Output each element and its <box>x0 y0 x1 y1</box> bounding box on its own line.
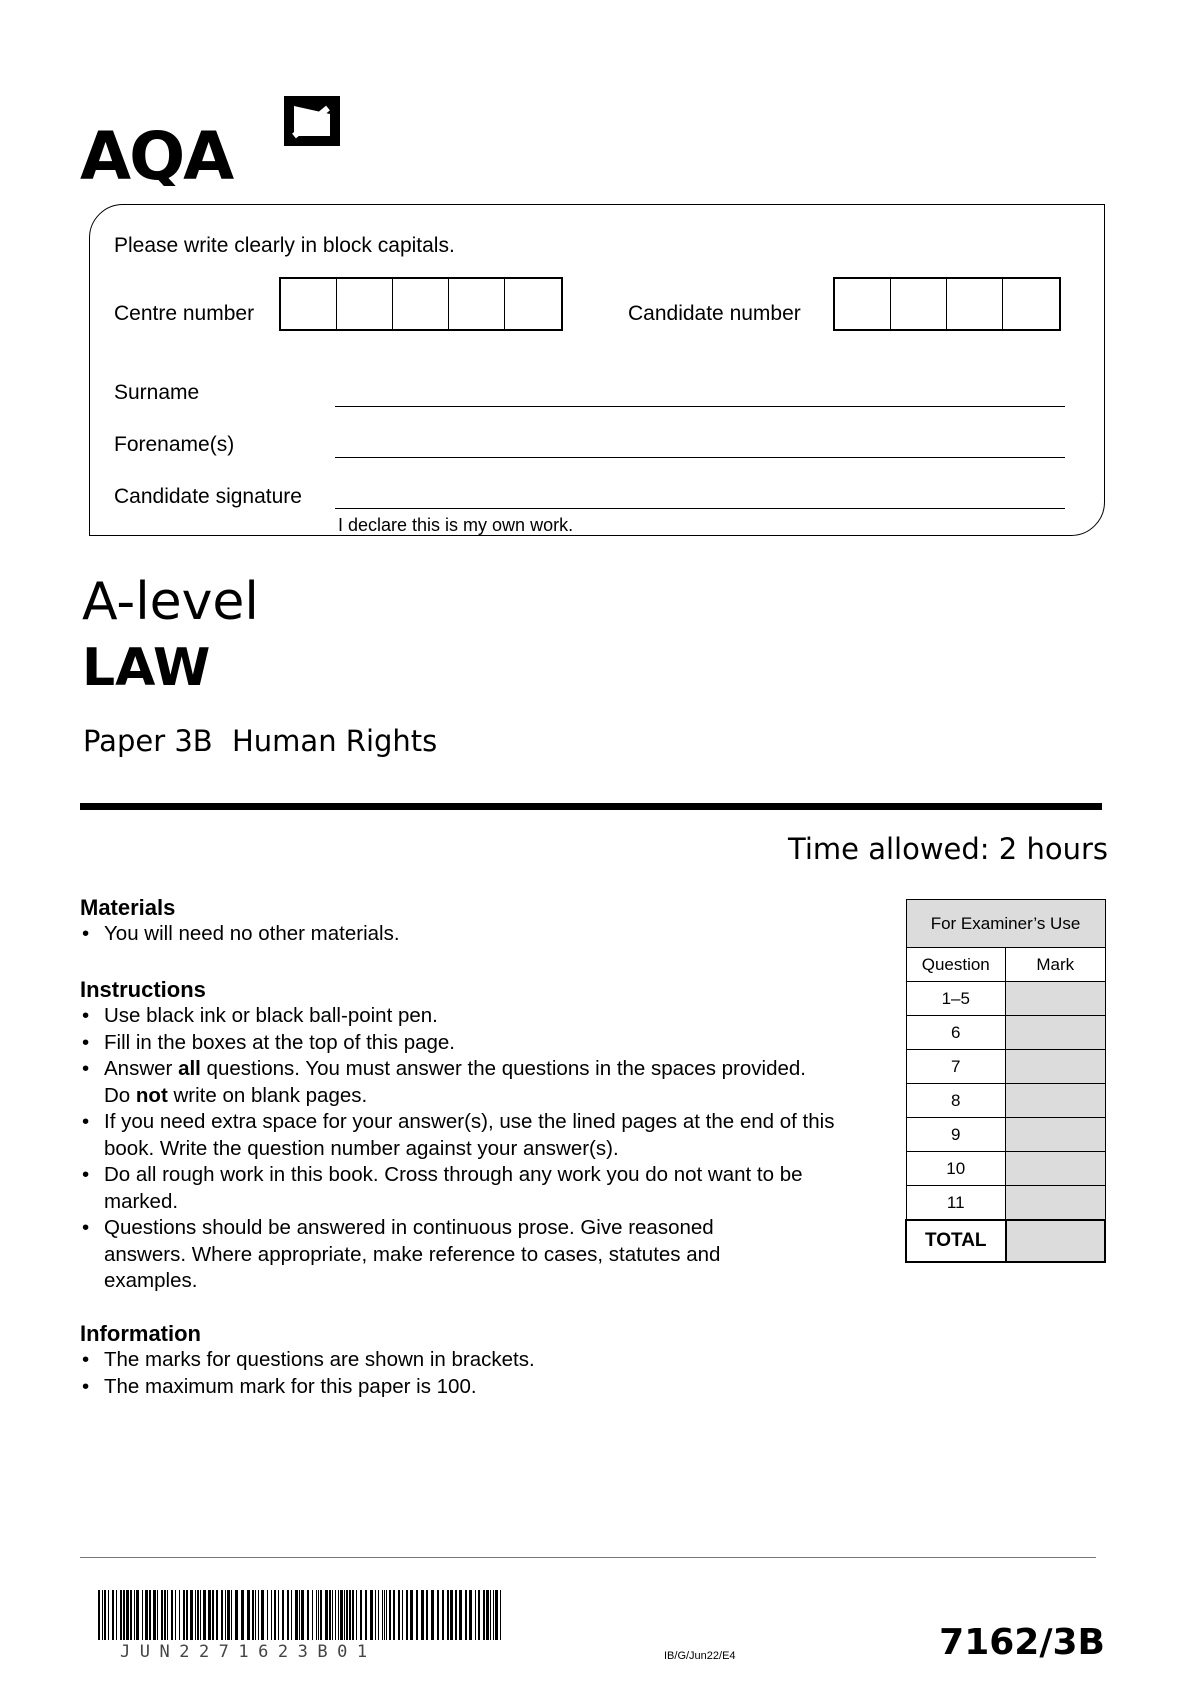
barcode-bar <box>410 1590 413 1640</box>
barcode-bar <box>231 1590 232 1640</box>
mark-cell <box>1006 1118 1106 1152</box>
barcode-bar <box>426 1590 428 1640</box>
barcode-bar <box>346 1590 348 1640</box>
barcode-bar <box>278 1590 279 1640</box>
surname-field[interactable] <box>335 406 1065 407</box>
mark-cell <box>1006 982 1106 1016</box>
mark-cell <box>1006 1152 1106 1186</box>
barcode-bar <box>416 1590 418 1640</box>
question-number: 8 <box>906 1084 1006 1118</box>
list-item: • Use black ink or black ball-point pen. <box>80 1003 870 1030</box>
mark-cell <box>1006 1186 1106 1221</box>
barcode-bar <box>123 1590 125 1640</box>
barcode-bar <box>167 1590 168 1640</box>
barcode-bar <box>126 1590 129 1640</box>
barcode-bar <box>469 1590 472 1640</box>
list-item: • The marks for questions are shown in brackets. <box>80 1347 860 1374</box>
candidate-number-digit[interactable] <box>891 279 947 329</box>
paper-number: Paper 3B <box>83 724 213 758</box>
aqa-logo-icon <box>80 96 340 186</box>
barcode-bar <box>301 1590 304 1640</box>
barcode-bar <box>216 1590 218 1640</box>
barcode-bar <box>227 1590 230 1640</box>
barcode-bar <box>136 1590 139 1640</box>
barcode-bar <box>459 1590 462 1640</box>
barcode-bar <box>212 1590 214 1640</box>
barcode-bar <box>208 1590 211 1640</box>
barcode-bar <box>329 1590 331 1640</box>
barcode-bar <box>134 1590 135 1640</box>
candidate-number-boxes[interactable] <box>833 277 1061 331</box>
qualification-level: A-level <box>82 572 259 632</box>
barcode-bar <box>478 1590 480 1640</box>
barcode-bar <box>267 1590 268 1640</box>
barcode-bar <box>116 1590 117 1640</box>
answer-emphasis: all <box>178 1057 201 1080</box>
barcode-bar <box>241 1590 244 1640</box>
column-header-question: Question <box>906 948 1006 982</box>
barcode-bar <box>486 1590 489 1640</box>
barcode-text: JUN2271623B01 <box>120 1642 377 1662</box>
mark-cell <box>1006 1050 1106 1084</box>
barcode-bar <box>318 1590 319 1640</box>
total-row <box>906 1220 1105 1262</box>
forenames-label: Forename(s) <box>114 433 235 456</box>
barcode-bar <box>490 1590 491 1640</box>
barcode-bar <box>325 1590 328 1640</box>
centre-number-digit[interactable] <box>337 279 393 329</box>
barcode-bar <box>120 1590 122 1640</box>
mark-cell <box>1006 1084 1106 1118</box>
barcode-bar <box>398 1590 400 1640</box>
list-item: • If you need extra space for your answer(s), use the lined pages at the end of this book. Write the question number against your answer(s). <box>80 1109 870 1162</box>
column-header-mark: Mark <box>1006 948 1106 982</box>
materials-section <box>80 895 860 948</box>
barcode-bar <box>335 1590 336 1640</box>
table-row <box>906 1050 1105 1084</box>
table-row <box>906 1016 1105 1050</box>
barcode-bar <box>465 1590 467 1640</box>
barcode-bar <box>360 1590 362 1640</box>
barcode-bar <box>255 1590 256 1640</box>
barcode-bar <box>431 1590 434 1640</box>
barcode-bar <box>200 1590 201 1640</box>
forenames-field[interactable] <box>335 457 1065 458</box>
mark-cell <box>1006 1016 1106 1050</box>
barcode-bar <box>365 1590 367 1640</box>
information-list <box>80 1347 860 1400</box>
barcode-bar <box>149 1590 151 1640</box>
barcode-bar <box>197 1590 199 1640</box>
list-item: • You will need no other materials. <box>80 921 860 948</box>
barcode-bar <box>186 1590 188 1640</box>
barcode-bar <box>225 1590 226 1640</box>
barcode-bar <box>455 1590 457 1640</box>
barcode-bar <box>145 1590 148 1640</box>
total-mark-cell <box>1006 1220 1106 1262</box>
barcode-bar <box>406 1590 408 1640</box>
block-capitals-instruction: Please write clearly in block capitals. <box>114 234 455 257</box>
barcode-bar <box>344 1590 345 1640</box>
barcode-bar <box>402 1590 403 1640</box>
barcode-bar <box>370 1590 373 1640</box>
barcode-bar <box>171 1590 173 1640</box>
barcode-bar <box>349 1590 351 1640</box>
barcode-bar <box>157 1590 158 1640</box>
table-row <box>906 1084 1105 1118</box>
question-number: 11 <box>906 1186 1006 1221</box>
aqa-logo <box>80 96 340 186</box>
barcode-bar <box>183 1590 185 1640</box>
barcode-bar <box>161 1590 163 1640</box>
document-reference: IB/G/Jun22/E4 <box>664 1650 736 1662</box>
answer-text: Answer <box>104 1057 179 1080</box>
list-item: • Fill in the boxes at the top of this page. <box>80 1030 870 1057</box>
question-number: 10 <box>906 1152 1006 1186</box>
answer-text: write on blank pages. <box>167 1083 368 1107</box>
table-row <box>906 1152 1105 1186</box>
barcode-bar <box>375 1590 376 1640</box>
barcode-bar <box>252 1590 254 1640</box>
list-item: • Questions should be answered in continuous prose. Give reasoned answers. Where appropriate, make reference to cases, statutes and examples. <box>80 1215 870 1295</box>
materials-heading: Materials <box>80 895 176 920</box>
barcode-bar <box>271 1590 272 1640</box>
subject-title: LAW <box>82 638 211 698</box>
barcode-bar <box>179 1590 180 1640</box>
barcode-bar <box>108 1590 109 1640</box>
barcode-bar <box>307 1590 309 1640</box>
question-number: 1–5 <box>906 982 1006 1016</box>
barcode-bar <box>282 1590 284 1640</box>
answer-text: questions. You must answer the questions in the spaces provided. Do <box>104 1057 806 1107</box>
declaration-text: I declare this is my own work. <box>338 515 574 535</box>
barcode-bar <box>338 1590 339 1640</box>
barcode-bar <box>437 1590 439 1640</box>
barcode-bar <box>291 1590 292 1640</box>
barcode-bar <box>164 1590 166 1640</box>
candidate-number-label: Candidate number <box>628 302 801 325</box>
barcode-bar <box>98 1590 100 1640</box>
centre-number-digit[interactable] <box>449 279 505 329</box>
footer-rule <box>80 1557 1096 1558</box>
barcode-bar <box>195 1590 196 1640</box>
time-allowed: Time allowed: 2 hours <box>788 832 1108 866</box>
barcode-bar <box>295 1590 298 1640</box>
logo-text: AQA <box>80 118 233 186</box>
question-number: 9 <box>906 1118 1006 1152</box>
barcode-bar <box>299 1590 300 1640</box>
centre-number-digit[interactable] <box>505 279 561 329</box>
list-item: • The maximum mark for this paper is 100. <box>80 1374 860 1401</box>
information-section <box>80 1321 860 1400</box>
candidate-number-digit[interactable] <box>1003 279 1059 329</box>
information-heading: Information <box>80 1321 201 1346</box>
barcode-bar <box>247 1590 250 1640</box>
barcode-bar <box>475 1590 476 1640</box>
table-row <box>906 1186 1105 1221</box>
total-label: TOTAL <box>906 1220 1006 1262</box>
barcode-bar <box>312 1590 313 1640</box>
barcode-bar <box>153 1590 156 1640</box>
barcode-bar <box>287 1590 289 1640</box>
question-number: 6 <box>906 1016 1006 1050</box>
barcode-bar <box>104 1590 106 1640</box>
barcode-bar <box>483 1590 485 1640</box>
centre-number-label: Centre number <box>114 302 255 325</box>
signature-field[interactable] <box>335 508 1065 509</box>
barcode-bar <box>447 1590 449 1640</box>
barcode-bar <box>175 1590 176 1640</box>
barcode-bar <box>221 1590 223 1640</box>
barcode-bar <box>320 1590 322 1640</box>
barcode-bar <box>356 1590 357 1640</box>
examiner-use-table <box>905 899 1106 1263</box>
table-row <box>906 1118 1105 1152</box>
barcode-bar <box>190 1590 193 1640</box>
table-row <box>906 982 1105 1016</box>
question-number: 7 <box>906 1050 1006 1084</box>
barcode-bar <box>102 1590 103 1640</box>
paper-code: 7162/3B <box>939 1622 1105 1663</box>
barcode-bar <box>142 1590 143 1640</box>
barcode-bar <box>393 1590 395 1640</box>
candidate-number-digit[interactable] <box>947 279 1003 329</box>
examiner-table-title: For Examiner’s Use <box>906 900 1105 948</box>
centre-number-boxes[interactable] <box>279 277 563 331</box>
barcode-bar <box>386 1590 387 1640</box>
barcode-bar <box>130 1590 132 1640</box>
barcode-bar <box>382 1590 383 1640</box>
materials-list <box>80 921 860 948</box>
title-rule <box>80 803 1102 810</box>
centre-number-digit[interactable] <box>393 279 449 329</box>
barcode-bar <box>261 1590 264 1640</box>
barcode-bar <box>316 1590 317 1640</box>
centre-number-digit[interactable] <box>281 279 337 329</box>
barcode-bar <box>500 1590 501 1640</box>
barcode <box>98 1590 506 1640</box>
barcode-bar <box>450 1590 453 1640</box>
barcode-bar <box>389 1590 391 1640</box>
barcode-bar <box>352 1590 354 1640</box>
candidate-number-digit[interactable] <box>835 279 891 329</box>
instructions-heading: Instructions <box>80 977 206 1002</box>
instructions-list <box>80 1003 870 1295</box>
barcode-bar <box>493 1590 494 1640</box>
barcode-bar <box>340 1590 343 1640</box>
barcode-bar <box>112 1590 114 1640</box>
barcode-bar <box>421 1590 424 1640</box>
instructions-section <box>80 977 870 1295</box>
barcode-bar <box>495 1590 498 1640</box>
barcode-bar <box>203 1590 206 1640</box>
barcode-bar <box>258 1590 259 1640</box>
barcode-bar <box>378 1590 379 1640</box>
paper-title: Human Rights <box>232 724 438 758</box>
list-item: • Do all rough work in this book. Cross through any work you do not want to be marked. <box>80 1162 870 1215</box>
list-item <box>80 1056 870 1109</box>
barcode-bar <box>332 1590 333 1640</box>
answer-emphasis: not <box>135 1083 168 1107</box>
surname-label: Surname <box>114 381 200 404</box>
signature-label: Candidate signature <box>114 485 302 508</box>
barcode-bar <box>235 1590 238 1640</box>
barcode-bar <box>274 1590 276 1640</box>
barcode-bar <box>442 1590 444 1640</box>
barcode-bar <box>384 1590 385 1640</box>
